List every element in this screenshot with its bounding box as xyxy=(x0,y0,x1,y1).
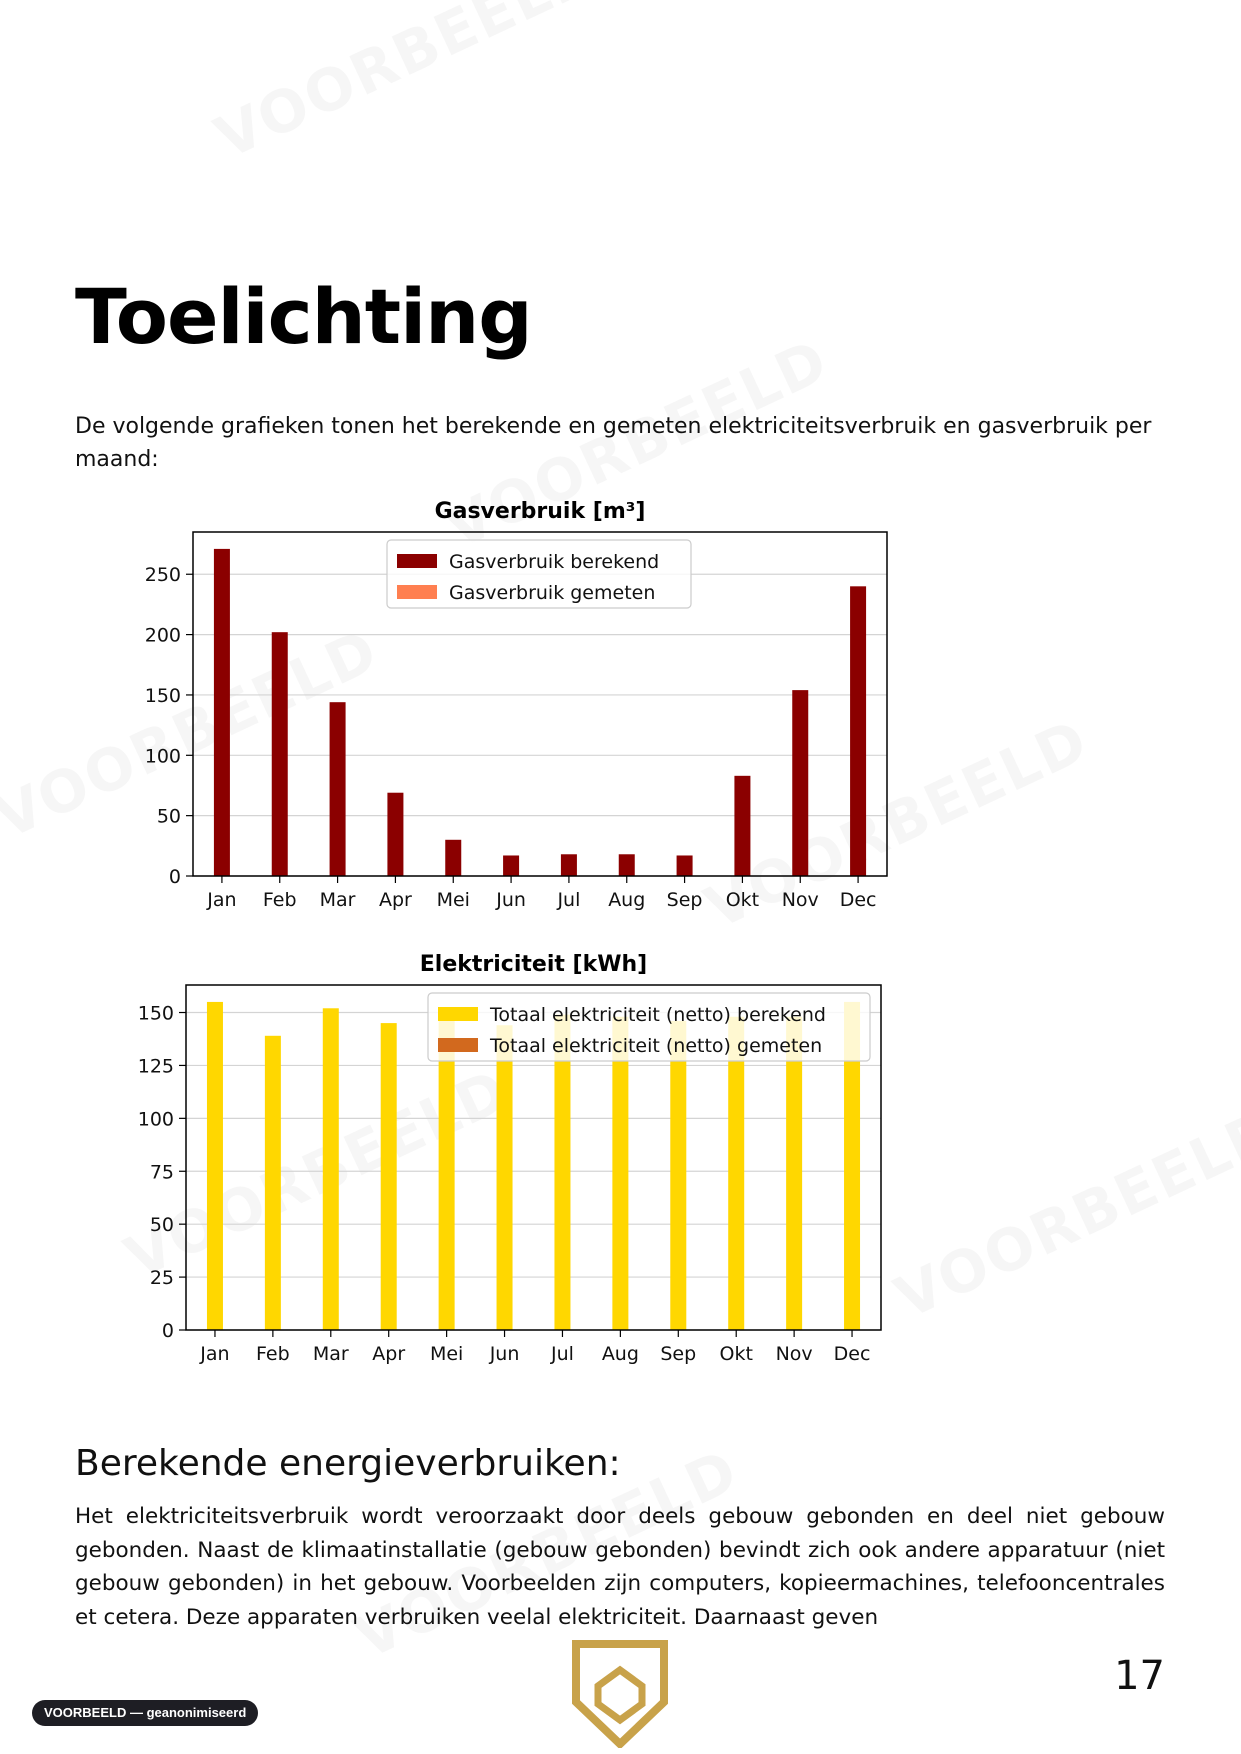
x-tick-label: Nov xyxy=(781,889,819,911)
y-tick-label: 50 xyxy=(156,805,181,828)
y-tick-label: 150 xyxy=(137,1002,174,1025)
bar xyxy=(554,1015,570,1330)
x-tick-label: Jan xyxy=(207,889,237,911)
x-tick-label: Mar xyxy=(319,889,356,911)
bar xyxy=(323,1008,339,1330)
x-tick-label: Aug xyxy=(601,1343,639,1365)
bar xyxy=(214,549,230,876)
bar xyxy=(503,855,519,876)
legend-swatch xyxy=(397,585,437,599)
legend-label: Gasverbruik gemeten xyxy=(449,582,656,604)
legend-swatch xyxy=(397,554,437,568)
page-title: Toelichting xyxy=(75,272,532,361)
bar xyxy=(619,854,635,876)
legend-label: Totaal elektriciteit (netto) berekend xyxy=(490,1004,826,1026)
bar xyxy=(850,586,866,876)
x-tick-label: Nov xyxy=(775,1343,813,1365)
x-tick-label: Apr xyxy=(372,1343,406,1365)
y-tick-label: 200 xyxy=(144,624,181,647)
y-tick-label: 125 xyxy=(137,1055,174,1078)
x-tick-label: Sep xyxy=(666,889,703,911)
y-tick-label: 0 xyxy=(168,866,181,888)
watermark xyxy=(885,1096,1241,1332)
gas-chart xyxy=(100,490,920,920)
electricity-chart xyxy=(100,942,920,1372)
bar xyxy=(272,632,288,876)
x-tick-label: Dec xyxy=(833,1343,871,1365)
bar xyxy=(561,854,577,876)
page-number: 17 xyxy=(1114,1653,1165,1699)
x-tick-label: Mei xyxy=(436,889,470,911)
bar xyxy=(728,1017,744,1330)
bar xyxy=(677,855,693,876)
bar xyxy=(786,1017,802,1330)
x-tick-label: Sep xyxy=(660,1343,697,1365)
x-tick-label: Mei xyxy=(429,1343,464,1365)
bar xyxy=(387,793,403,876)
legend-swatch xyxy=(438,1038,478,1052)
bar xyxy=(670,1021,686,1330)
bar xyxy=(612,1017,628,1330)
chart-title: Elektriciteit [kWh] xyxy=(419,952,648,977)
y-tick-label: 50 xyxy=(149,1214,174,1237)
y-tick-label: 150 xyxy=(144,684,181,707)
bar xyxy=(734,776,750,876)
bar xyxy=(207,1002,223,1330)
watermark xyxy=(205,0,609,172)
bar xyxy=(330,702,346,876)
x-tick-label: Jul xyxy=(557,889,581,911)
y-tick-label: 100 xyxy=(144,745,181,768)
anonymized-badge: VOORBEELD — geanonimiseerd xyxy=(32,1700,258,1726)
y-tick-label: 250 xyxy=(144,564,181,587)
legend-label: Gasverbruik berekend xyxy=(449,551,660,573)
y-tick-label: 25 xyxy=(149,1267,174,1290)
legend-label: Totaal elektriciteit (netto) gemeten xyxy=(490,1035,823,1057)
section-heading: Berekende energieverbruiken: xyxy=(75,1443,621,1484)
x-tick-label: Jan xyxy=(200,1343,230,1365)
x-tick-label: Feb xyxy=(256,1343,290,1365)
section-body: Het elektriciteitsverbruik wordt veroorzaakt door deels gebouw gebonden en deel niet gebouw gebonden. Naast de klimaatinstallatie (gebouw gebonden) bevindt zich ook andere apparatuur (niet gebouw gebonden) in het gebouw. Voorbeelden zijn computers, kopieermachines, telefooncentrales et cetera. Deze apparaten verbruiken veelal elektriciteit. Daarnaast geven xyxy=(75,1504,1165,1630)
legend-swatch xyxy=(438,1007,478,1021)
bar xyxy=(445,840,461,876)
y-tick-label: 0 xyxy=(161,1320,174,1342)
x-tick-label: Okt xyxy=(725,889,760,911)
x-tick-label: Jun xyxy=(496,889,526,911)
y-tick-label: 100 xyxy=(137,1108,174,1131)
shield-logo-icon xyxy=(570,1640,670,1748)
x-tick-label: Jul xyxy=(550,1343,574,1365)
x-tick-label: Jun xyxy=(489,1343,520,1365)
intro-paragraph: De volgende grafieken tonen het berekende en gemeten elektriciteitsverbruik en gasverbruik per maand: xyxy=(75,414,1152,472)
y-tick-label: 75 xyxy=(149,1161,174,1184)
x-tick-label: Feb xyxy=(262,889,297,911)
bar xyxy=(792,690,808,876)
x-tick-label: Okt xyxy=(719,1343,753,1365)
x-tick-label: Mar xyxy=(312,1343,349,1365)
bar xyxy=(497,1025,513,1330)
chart-title: Gasverbruik [m³] xyxy=(434,499,646,524)
x-tick-label: Apr xyxy=(378,889,412,911)
x-tick-label: Aug xyxy=(608,889,646,911)
bar xyxy=(381,1023,397,1330)
bar xyxy=(265,1036,281,1330)
x-tick-label: Dec xyxy=(839,889,877,911)
